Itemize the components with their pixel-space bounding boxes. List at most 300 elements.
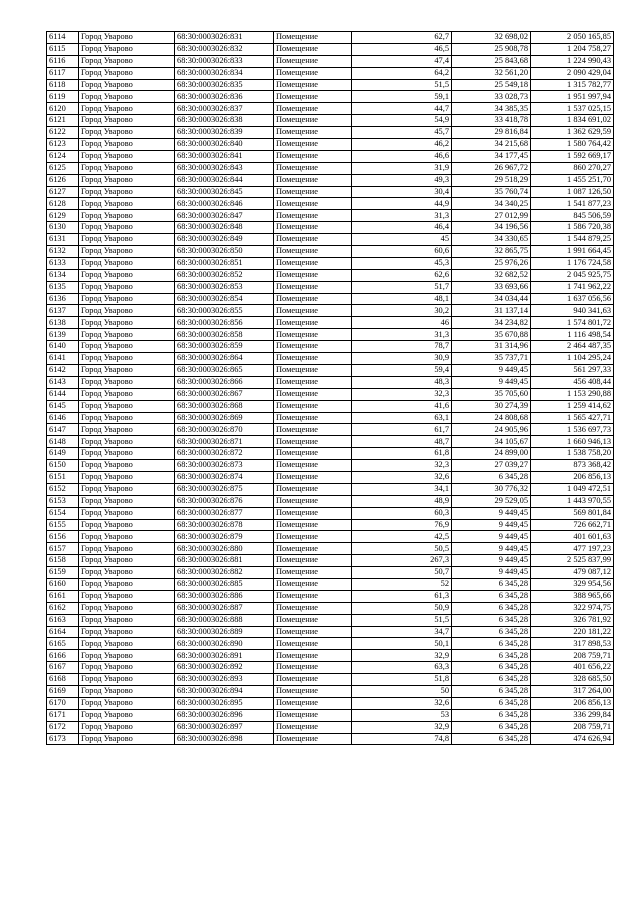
area-cell: 267,3 — [352, 555, 452, 567]
table-row — [47, 721, 614, 733]
locality-cell: Город Уварово — [79, 650, 175, 662]
object-type-cell: Помещение — [274, 364, 352, 376]
area-cell: 51,5 — [352, 79, 452, 91]
area-cell: 31,3 — [352, 210, 452, 222]
locality-cell: Город Уварово — [79, 186, 175, 198]
object-type-cell: Помещение — [274, 412, 352, 424]
area-cell: 50,7 — [352, 567, 452, 579]
cadastral-number-cell: 68:30:0003026:856 — [175, 317, 274, 329]
object-type-cell: Помещение — [274, 602, 352, 614]
area-cell: 74,8 — [352, 733, 452, 745]
area-cell: 46,4 — [352, 222, 452, 234]
area-cell: 32,6 — [352, 697, 452, 709]
object-type-cell: Помещение — [274, 293, 352, 305]
locality-cell: Город Уварово — [79, 174, 175, 186]
locality-cell: Город Уварово — [79, 436, 175, 448]
row-number-cell: 6158 — [47, 555, 79, 567]
locality-cell: Город Уварово — [79, 733, 175, 745]
table-row — [47, 139, 614, 151]
object-type-cell: Помещение — [274, 341, 352, 353]
cadastral-value-cell: 388 965,66 — [531, 590, 614, 602]
object-type-cell: Помещение — [274, 531, 352, 543]
cadastral-value-cell: 569 801,84 — [531, 507, 614, 519]
unit-value-cell: 31 137,14 — [452, 305, 531, 317]
row-number-cell: 6142 — [47, 364, 79, 376]
locality-cell: Город Уварово — [79, 246, 175, 258]
object-type-cell: Помещение — [274, 269, 352, 281]
unit-value-cell: 6 345,28 — [452, 721, 531, 733]
table-row — [47, 590, 614, 602]
unit-value-cell: 24 808,68 — [452, 412, 531, 424]
locality-cell: Город Уварово — [79, 424, 175, 436]
table-row — [47, 353, 614, 365]
locality-cell: Город Уварово — [79, 400, 175, 412]
cadastral-number-cell: 68:30:0003026:891 — [175, 650, 274, 662]
unit-value-cell: 9 449,45 — [452, 531, 531, 543]
area-cell: 47,4 — [352, 55, 452, 67]
cadastral-number-cell: 68:30:0003026:897 — [175, 721, 274, 733]
row-number-cell: 6122 — [47, 127, 79, 139]
cadastral-number-cell: 68:30:0003026:887 — [175, 602, 274, 614]
row-number-cell: 6132 — [47, 246, 79, 258]
row-number-cell: 6130 — [47, 222, 79, 234]
unit-value-cell: 9 449,45 — [452, 376, 531, 388]
object-type-cell: Помещение — [274, 614, 352, 626]
area-cell: 63,1 — [352, 412, 452, 424]
cadastral-number-cell: 68:30:0003026:895 — [175, 697, 274, 709]
area-cell: 62,6 — [352, 269, 452, 281]
table-row — [47, 79, 614, 91]
cadastral-number-cell: 68:30:0003026:845 — [175, 186, 274, 198]
table-row — [47, 543, 614, 555]
locality-cell: Город Уварово — [79, 67, 175, 79]
cadastral-value-cell: 1 536 697,73 — [531, 424, 614, 436]
row-number-cell: 6155 — [47, 519, 79, 531]
unit-value-cell: 6 345,28 — [452, 685, 531, 697]
cadastral-number-cell: 68:30:0003026:876 — [175, 495, 274, 507]
locality-cell: Город Уварово — [79, 555, 175, 567]
unit-value-cell: 34 034,44 — [452, 293, 531, 305]
locality-cell: Город Уварово — [79, 353, 175, 365]
object-type-cell: Помещение — [274, 519, 352, 531]
table-row — [47, 578, 614, 590]
object-type-cell: Помещение — [274, 626, 352, 638]
unit-value-cell: 25 976,26 — [452, 257, 531, 269]
locality-cell: Город Уварово — [79, 578, 175, 590]
row-number-cell: 6138 — [47, 317, 79, 329]
area-cell: 52 — [352, 578, 452, 590]
unit-value-cell: 6 345,28 — [452, 638, 531, 650]
object-type-cell: Помещение — [274, 650, 352, 662]
row-number-cell: 6145 — [47, 400, 79, 412]
area-cell: 53 — [352, 709, 452, 721]
cadastral-number-cell: 68:30:0003026:849 — [175, 234, 274, 246]
locality-cell: Город Уварово — [79, 495, 175, 507]
row-number-cell: 6162 — [47, 602, 79, 614]
area-cell: 48,3 — [352, 376, 452, 388]
row-number-cell: 6143 — [47, 376, 79, 388]
cadastral-value-cell: 1 049 472,51 — [531, 483, 614, 495]
area-cell: 44,9 — [352, 198, 452, 210]
table-row — [47, 281, 614, 293]
unit-value-cell: 35 670,88 — [452, 329, 531, 341]
object-type-cell: Помещение — [274, 210, 352, 222]
object-type-cell: Помещение — [274, 174, 352, 186]
table-row — [47, 602, 614, 614]
cadastral-number-cell: 68:30:0003026:888 — [175, 614, 274, 626]
unit-value-cell: 35 705,60 — [452, 388, 531, 400]
cadastral-value-cell: 940 341,63 — [531, 305, 614, 317]
locality-cell: Город Уварово — [79, 614, 175, 626]
object-type-cell: Помещение — [274, 55, 352, 67]
unit-value-cell: 34 196,56 — [452, 222, 531, 234]
cadastral-value-cell: 1 951 997,94 — [531, 91, 614, 103]
cadastral-number-cell: 68:30:0003026:894 — [175, 685, 274, 697]
object-type-cell: Помещение — [274, 567, 352, 579]
row-number-cell: 6161 — [47, 590, 79, 602]
area-cell: 34,7 — [352, 626, 452, 638]
table-row — [47, 127, 614, 139]
table-row — [47, 329, 614, 341]
row-number-cell: 6135 — [47, 281, 79, 293]
area-cell: 51,7 — [352, 281, 452, 293]
locality-cell: Город Уварово — [79, 662, 175, 674]
area-cell: 78,7 — [352, 341, 452, 353]
unit-value-cell: 34 330,65 — [452, 234, 531, 246]
cadastral-value-cell: 1 087 126,50 — [531, 186, 614, 198]
cadastral-value-cell: 873 368,42 — [531, 460, 614, 472]
object-type-cell: Помещение — [274, 662, 352, 674]
table-row — [47, 234, 614, 246]
locality-cell: Город Уварово — [79, 43, 175, 55]
unit-value-cell: 33 693,66 — [452, 281, 531, 293]
row-number-cell: 6114 — [47, 32, 79, 44]
cadastral-number-cell: 68:30:0003026:839 — [175, 127, 274, 139]
unit-value-cell: 6 345,28 — [452, 602, 531, 614]
cadastral-number-cell: 68:30:0003026:872 — [175, 448, 274, 460]
object-type-cell: Помещение — [274, 186, 352, 198]
locality-cell: Город Уварово — [79, 162, 175, 174]
unit-value-cell: 31 314,96 — [452, 341, 531, 353]
table-row — [47, 388, 614, 400]
row-number-cell: 6123 — [47, 139, 79, 151]
table-row — [47, 174, 614, 186]
locality-cell: Город Уварово — [79, 234, 175, 246]
table-row — [47, 674, 614, 686]
cadastral-number-cell: 68:30:0003026:868 — [175, 400, 274, 412]
cadastral-number-cell: 68:30:0003026:859 — [175, 341, 274, 353]
locality-cell: Город Уварово — [79, 483, 175, 495]
locality-cell: Город Уварово — [79, 198, 175, 210]
cadastral-value-cell: 1 565 427,71 — [531, 412, 614, 424]
row-number-cell: 6152 — [47, 483, 79, 495]
cadastral-number-cell: 68:30:0003026:873 — [175, 460, 274, 472]
area-cell: 32,9 — [352, 721, 452, 733]
table-row — [47, 376, 614, 388]
area-cell: 34,1 — [352, 483, 452, 495]
unit-value-cell: 30 274,39 — [452, 400, 531, 412]
cadastral-number-cell: 68:30:0003026:879 — [175, 531, 274, 543]
unit-value-cell: 6 345,28 — [452, 697, 531, 709]
table-row — [47, 709, 614, 721]
area-cell: 51,5 — [352, 614, 452, 626]
object-type-cell: Помещение — [274, 495, 352, 507]
area-cell: 50,5 — [352, 543, 452, 555]
table-row — [47, 531, 614, 543]
object-type-cell: Помещение — [274, 150, 352, 162]
object-type-cell: Помещение — [274, 400, 352, 412]
table-row — [47, 567, 614, 579]
unit-value-cell: 24 899,00 — [452, 448, 531, 460]
locality-cell: Город Уварово — [79, 685, 175, 697]
locality-cell: Город Уварово — [79, 210, 175, 222]
table-body — [47, 32, 614, 745]
cadastral-value-cell: 1 153 290,88 — [531, 388, 614, 400]
unit-value-cell: 34 215,68 — [452, 139, 531, 151]
area-cell: 54,9 — [352, 115, 452, 127]
locality-cell: Город Уварово — [79, 139, 175, 151]
locality-cell: Город Уварово — [79, 721, 175, 733]
object-type-cell: Помещение — [274, 543, 352, 555]
cadastral-value-cell: 1 541 877,23 — [531, 198, 614, 210]
area-cell: 30,4 — [352, 186, 452, 198]
table-row — [47, 210, 614, 222]
cadastral-number-cell: 68:30:0003026:853 — [175, 281, 274, 293]
object-type-cell: Помещение — [274, 115, 352, 127]
row-number-cell: 6146 — [47, 412, 79, 424]
area-cell: 63,3 — [352, 662, 452, 674]
cadastral-value-cell: 456 408,44 — [531, 376, 614, 388]
object-type-cell: Помещение — [274, 388, 352, 400]
locality-cell: Город Уварово — [79, 293, 175, 305]
object-type-cell: Помещение — [274, 376, 352, 388]
locality-cell: Город Уварово — [79, 388, 175, 400]
locality-cell: Город Уварово — [79, 626, 175, 638]
cadastral-value-cell: 1 637 056,56 — [531, 293, 614, 305]
area-cell: 30,2 — [352, 305, 452, 317]
cadastral-number-cell: 68:30:0003026:869 — [175, 412, 274, 424]
row-number-cell: 6125 — [47, 162, 79, 174]
object-type-cell: Помещение — [274, 353, 352, 365]
cadastral-value-cell: 2 464 487,35 — [531, 341, 614, 353]
object-type-cell: Помещение — [274, 139, 352, 151]
row-number-cell: 6120 — [47, 103, 79, 115]
unit-value-cell: 34 234,82 — [452, 317, 531, 329]
object-type-cell: Помещение — [274, 674, 352, 686]
table-row — [47, 685, 614, 697]
table-row — [47, 460, 614, 472]
cadastral-value-cell: 2 050 165,85 — [531, 32, 614, 44]
row-number-cell: 6126 — [47, 174, 79, 186]
unit-value-cell: 33 028,73 — [452, 91, 531, 103]
cadastral-number-cell: 68:30:0003026:851 — [175, 257, 274, 269]
unit-value-cell: 25 549,18 — [452, 79, 531, 91]
object-type-cell: Помещение — [274, 43, 352, 55]
table-row — [47, 43, 614, 55]
cadastral-number-cell: 68:30:0003026:898 — [175, 733, 274, 745]
object-type-cell: Помещение — [274, 257, 352, 269]
unit-value-cell: 6 345,28 — [452, 626, 531, 638]
unit-value-cell: 6 345,28 — [452, 709, 531, 721]
cadastral-value-cell: 401 656,22 — [531, 662, 614, 674]
area-cell: 64,2 — [352, 67, 452, 79]
cadastral-number-cell: 68:30:0003026:848 — [175, 222, 274, 234]
table-row — [47, 186, 614, 198]
area-cell: 41,6 — [352, 400, 452, 412]
unit-value-cell: 26 967,72 — [452, 162, 531, 174]
cadastral-number-cell: 68:30:0003026:858 — [175, 329, 274, 341]
table-row — [47, 246, 614, 258]
area-cell: 31,9 — [352, 162, 452, 174]
table-row — [47, 638, 614, 650]
table-row — [47, 400, 614, 412]
cadastral-value-cell: 2 090 429,04 — [531, 67, 614, 79]
unit-value-cell: 27 039,27 — [452, 460, 531, 472]
unit-value-cell: 9 449,45 — [452, 555, 531, 567]
cadastral-number-cell: 68:30:0003026:870 — [175, 424, 274, 436]
unit-value-cell: 33 418,78 — [452, 115, 531, 127]
row-number-cell: 6117 — [47, 67, 79, 79]
unit-value-cell: 6 345,28 — [452, 650, 531, 662]
cadastral-number-cell: 68:30:0003026:867 — [175, 388, 274, 400]
cadastral-value-table — [46, 31, 614, 745]
cadastral-number-cell: 68:30:0003026:854 — [175, 293, 274, 305]
area-cell: 31,3 — [352, 329, 452, 341]
table-row — [47, 341, 614, 353]
object-type-cell: Помещение — [274, 733, 352, 745]
row-number-cell: 6170 — [47, 697, 79, 709]
object-type-cell: Помещение — [274, 578, 352, 590]
unit-value-cell: 29 529,05 — [452, 495, 531, 507]
cadastral-number-cell: 68:30:0003026:843 — [175, 162, 274, 174]
area-cell: 50,1 — [352, 638, 452, 650]
cadastral-value-cell: 726 662,71 — [531, 519, 614, 531]
area-cell: 32,3 — [352, 460, 452, 472]
table-row — [47, 305, 614, 317]
object-type-cell: Помещение — [274, 91, 352, 103]
cadastral-value-cell: 1 660 946,13 — [531, 436, 614, 448]
object-type-cell: Помещение — [274, 638, 352, 650]
object-type-cell: Помещение — [274, 103, 352, 115]
area-cell: 76,9 — [352, 519, 452, 531]
table-row — [47, 519, 614, 531]
cadastral-value-cell: 1 362 629,59 — [531, 127, 614, 139]
locality-cell: Город Уварово — [79, 305, 175, 317]
object-type-cell: Помещение — [274, 424, 352, 436]
unit-value-cell: 34 340,25 — [452, 198, 531, 210]
area-cell: 61,8 — [352, 448, 452, 460]
row-number-cell: 6121 — [47, 115, 79, 127]
area-cell: 48,9 — [352, 495, 452, 507]
cadastral-number-cell: 68:30:0003026:874 — [175, 471, 274, 483]
area-cell: 48,7 — [352, 436, 452, 448]
area-cell: 51,8 — [352, 674, 452, 686]
cadastral-value-cell: 1 224 990,43 — [531, 55, 614, 67]
object-type-cell: Помещение — [274, 590, 352, 602]
cadastral-value-cell: 1 538 758,20 — [531, 448, 614, 460]
area-cell: 32,6 — [352, 471, 452, 483]
cadastral-number-cell: 68:30:0003026:893 — [175, 674, 274, 686]
unit-value-cell: 30 776,32 — [452, 483, 531, 495]
object-type-cell: Помещение — [274, 436, 352, 448]
cadastral-number-cell: 68:30:0003026:880 — [175, 543, 274, 555]
table-row — [47, 650, 614, 662]
cadastral-number-cell: 68:30:0003026:871 — [175, 436, 274, 448]
object-type-cell: Помещение — [274, 709, 352, 721]
row-number-cell: 6115 — [47, 43, 79, 55]
cadastral-value-cell: 322 974,75 — [531, 602, 614, 614]
locality-cell: Город Уварово — [79, 115, 175, 127]
area-cell: 62,7 — [352, 32, 452, 44]
row-number-cell: 6149 — [47, 448, 79, 460]
unit-value-cell: 6 345,28 — [452, 614, 531, 626]
cadastral-number-cell: 68:30:0003026:836 — [175, 91, 274, 103]
cadastral-number-cell: 68:30:0003026:841 — [175, 150, 274, 162]
row-number-cell: 6141 — [47, 353, 79, 365]
cadastral-number-cell: 68:30:0003026:864 — [175, 353, 274, 365]
row-number-cell: 6160 — [47, 578, 79, 590]
object-type-cell: Помещение — [274, 471, 352, 483]
table-row — [47, 257, 614, 269]
object-type-cell: Помещение — [274, 448, 352, 460]
locality-cell: Город Уварово — [79, 590, 175, 602]
locality-cell: Город Уварово — [79, 257, 175, 269]
locality-cell: Город Уварово — [79, 329, 175, 341]
cadastral-number-cell: 68:30:0003026:832 — [175, 43, 274, 55]
row-number-cell: 6119 — [47, 91, 79, 103]
row-number-cell: 6166 — [47, 650, 79, 662]
cadastral-value-cell: 206 856,13 — [531, 697, 614, 709]
row-number-cell: 6159 — [47, 567, 79, 579]
cadastral-value-cell: 1 991 664,45 — [531, 246, 614, 258]
cadastral-number-cell: 68:30:0003026:852 — [175, 269, 274, 281]
locality-cell: Город Уварово — [79, 674, 175, 686]
cadastral-value-cell: 1 176 724,58 — [531, 257, 614, 269]
cadastral-number-cell: 68:30:0003026:875 — [175, 483, 274, 495]
cadastral-number-cell: 68:30:0003026:838 — [175, 115, 274, 127]
cadastral-number-cell: 68:30:0003026:834 — [175, 67, 274, 79]
table-row — [47, 222, 614, 234]
cadastral-value-cell: 1 104 295,24 — [531, 353, 614, 365]
cadastral-value-cell: 220 181,22 — [531, 626, 614, 638]
row-number-cell: 6116 — [47, 55, 79, 67]
row-number-cell: 6129 — [47, 210, 79, 222]
locality-cell: Город Уварово — [79, 507, 175, 519]
object-type-cell: Помещение — [274, 162, 352, 174]
cadastral-value-cell: 1 116 498,54 — [531, 329, 614, 341]
cadastral-number-cell: 68:30:0003026:878 — [175, 519, 274, 531]
cadastral-number-cell: 68:30:0003026:837 — [175, 103, 274, 115]
cadastral-value-cell: 1 537 025,15 — [531, 103, 614, 115]
object-type-cell: Помещение — [274, 246, 352, 258]
unit-value-cell: 6 345,28 — [452, 590, 531, 602]
row-number-cell: 6151 — [47, 471, 79, 483]
locality-cell: Город Уварово — [79, 103, 175, 115]
locality-cell: Город Уварово — [79, 567, 175, 579]
locality-cell: Город Уварово — [79, 697, 175, 709]
area-cell: 49,3 — [352, 174, 452, 186]
row-number-cell: 6144 — [47, 388, 79, 400]
cadastral-value-cell: 1 259 414,62 — [531, 400, 614, 412]
unit-value-cell: 34 385,35 — [452, 103, 531, 115]
table-row — [47, 697, 614, 709]
table-row — [47, 55, 614, 67]
cadastral-value-cell: 1 580 764,42 — [531, 139, 614, 151]
cadastral-number-cell: 68:30:0003026:865 — [175, 364, 274, 376]
row-number-cell: 6139 — [47, 329, 79, 341]
cadastral-value-cell: 401 601,63 — [531, 531, 614, 543]
locality-cell: Город Уварово — [79, 543, 175, 555]
